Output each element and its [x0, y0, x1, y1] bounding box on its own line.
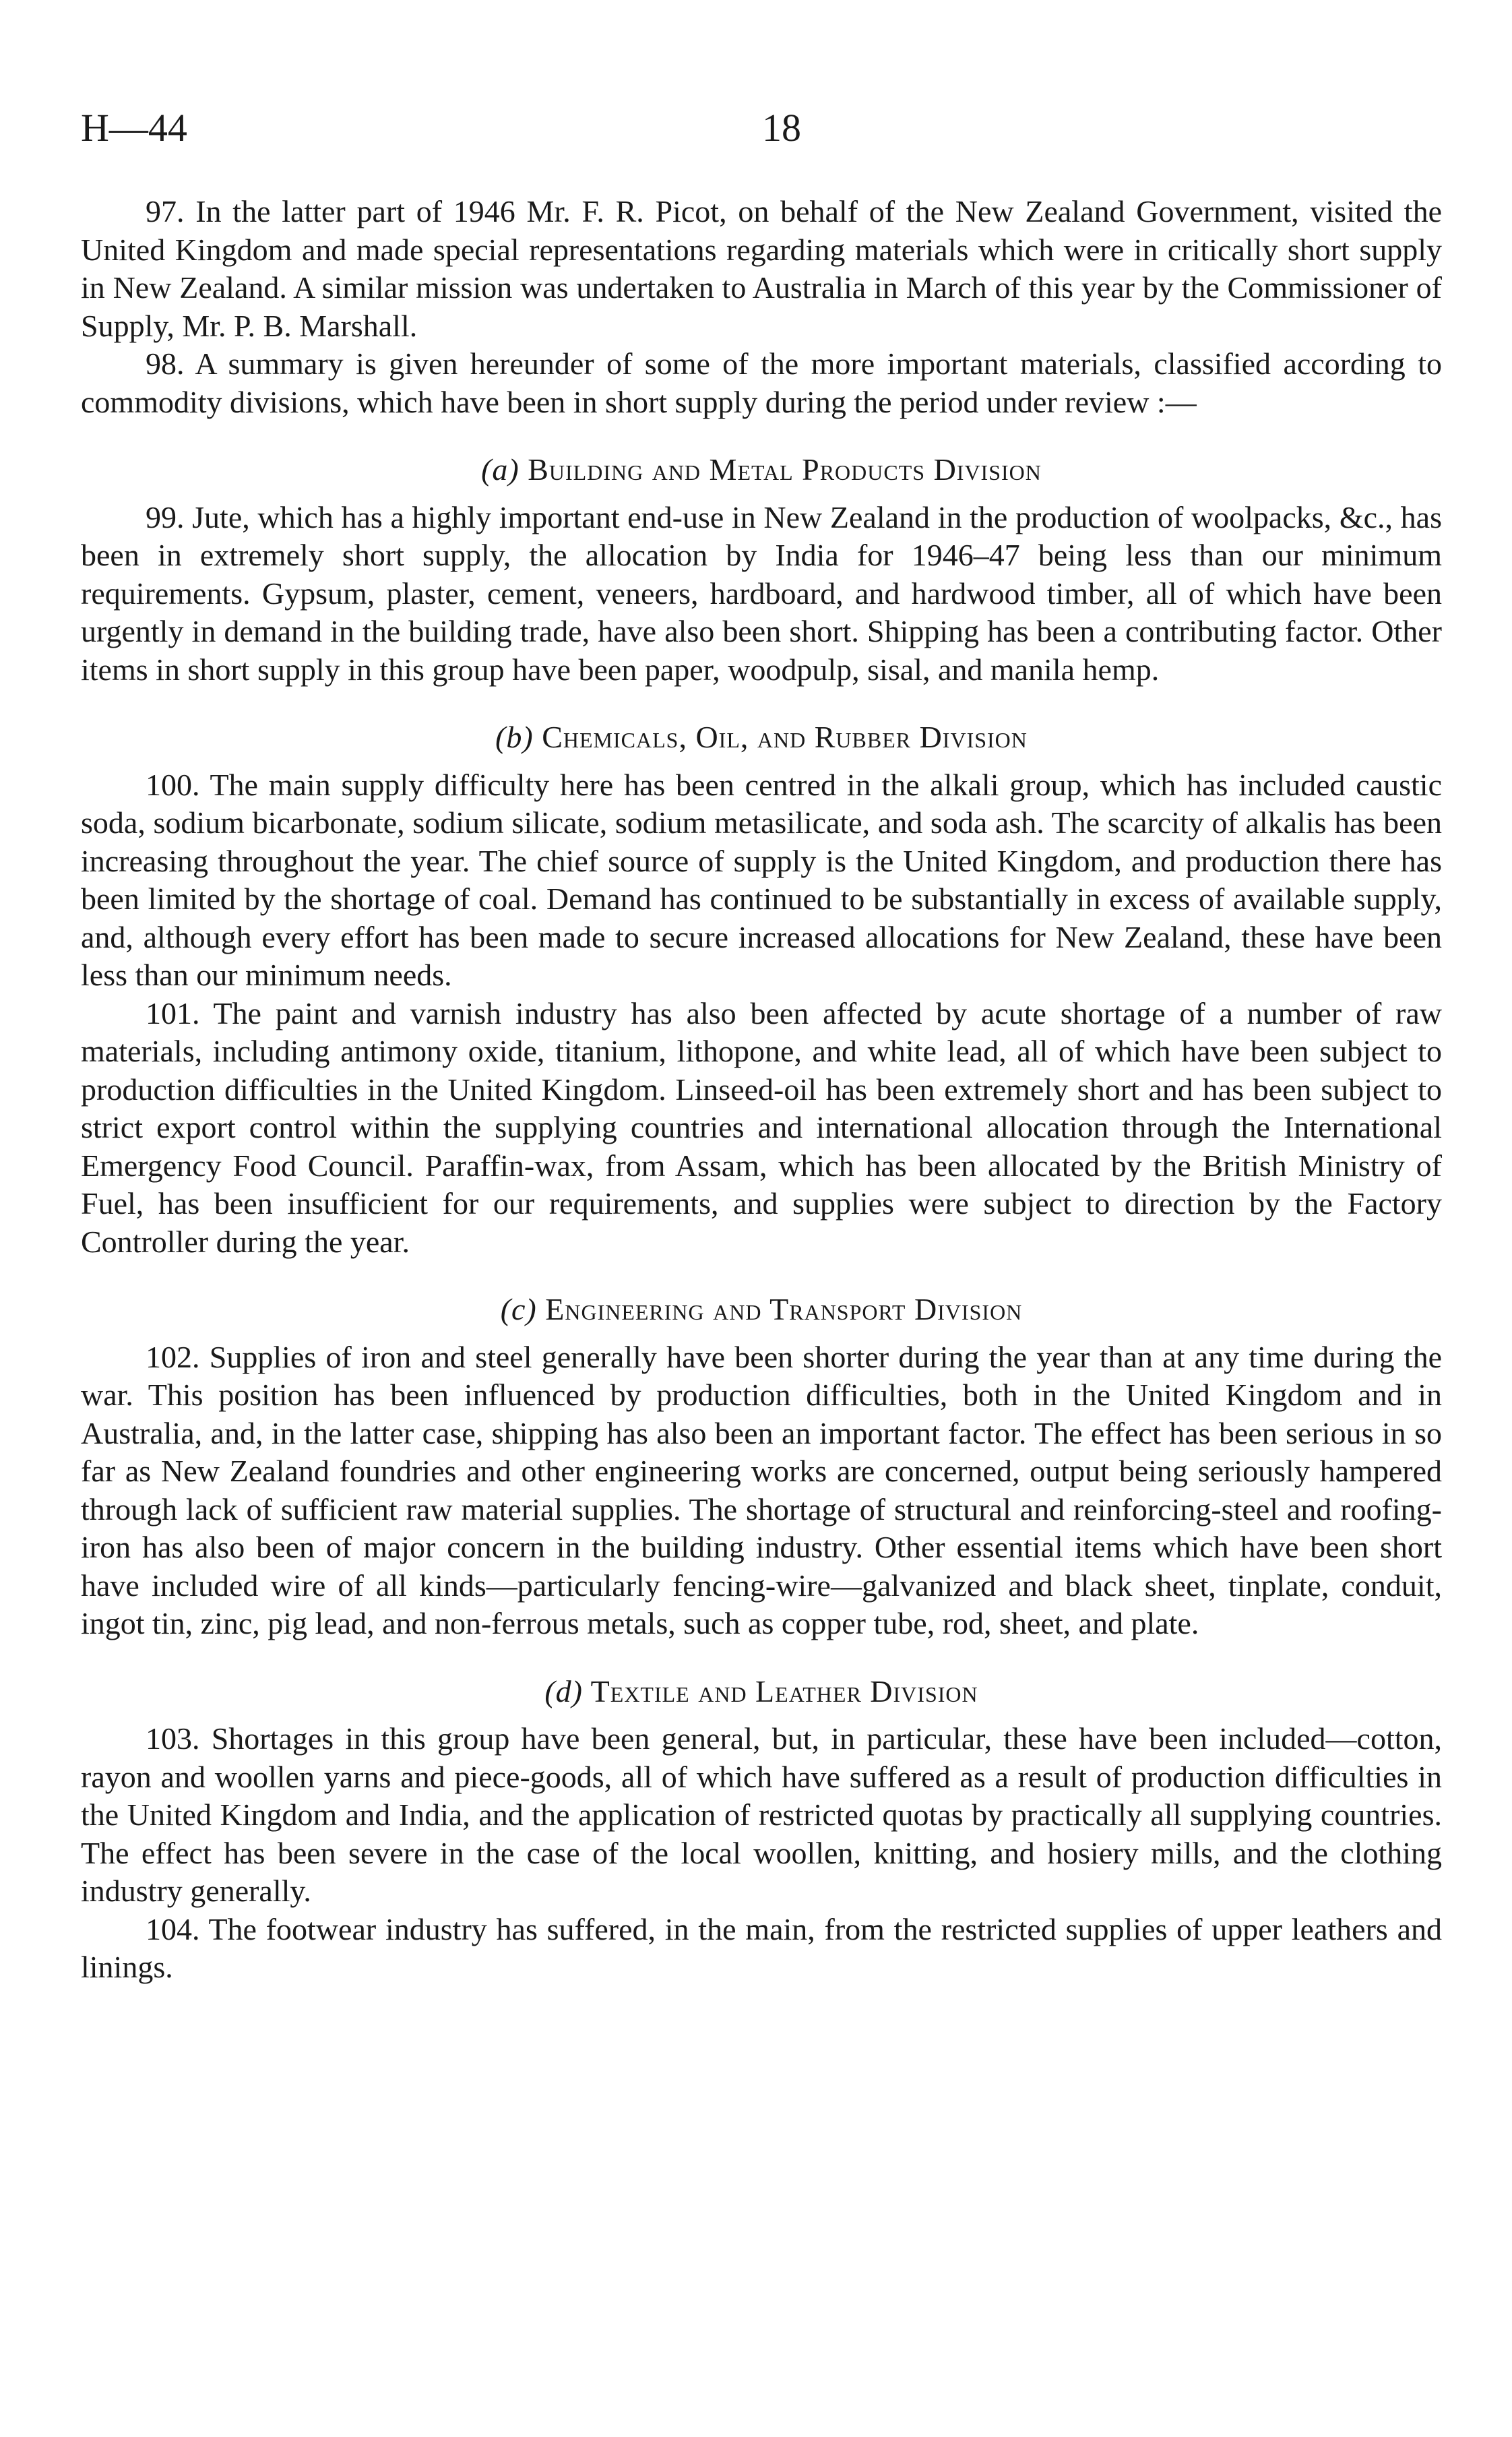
paragraph-100: 100. The main supply difficulty here has been centred in the alkali group, which has included caustic soda, sodium bicarbonate, sodium silicate, sodium metasilicate, and soda ash. The scarcity of alkalis has been increasing throughout the year. The chief source of supply is the United Kingdom, and production there has been limited by the shortage of coal. Demand has continued to be substantially in excess of available supply, and, although every effort has been made to secure increased allocations for New Zealand, these have been less than our minimum needs.: [81, 767, 1442, 992]
paragraph-103: 103. Shortages in this group have been general, but, in particular, these have been included—cotton, rayon and woollen yarns and piece-goods, all of which have suffered as a result of production difficulties in the United Kingdom and India, and the application of restricted quotas by practically all supplying countries. The effect has been severe in the case of the local woollen, knitting, and hosiery mills, and the clothing industry generally.: [81, 1721, 1442, 1908]
section-title-c: Engineering and Transport Division: [545, 1292, 1023, 1326]
paragraph-101: 101. The paint and varnish industry has also been affected by acute shortage of a number of raw materials, including antimony oxide, titanium, lithopone, and white lead, all of which have been subject to production difficulties in the United Kingdom. Linseed-oil has been extremely short and has been subject to strict export control within the supplying countries and international allocation through the International Emergency Food Council. Paraffin-wax, from Assam, which has been allocated by the British Ministry of Fuel, has been insufficient for our requirements, and supplies were subject to direction by the Factory Controller during the year.: [81, 995, 1442, 1259]
section-heading-d: [81, 1673, 1442, 1711]
document-body: [81, 193, 1442, 1987]
section-letter-d: (d): [544, 1673, 583, 1708]
section-title-a: Building and Metal Products Division: [528, 452, 1042, 487]
paragraph-99: 99. Jute, which has a highly important end-use in New Zealand in the production of woolpacks, &c., has been in extremely short supply, the allocation by India for 1946–47 being less than our minimum requirements. Gypsum, plaster, cement, veneers, hardboard, and hardwood timber, all of which have been urgently in demand in the building trade, have also been short. Shipping has been a contributing factor. Other items in short supply in this group have been paper, woodpulp, sisal, and manila hemp.: [81, 499, 1442, 687]
page-header: [0, 101, 1512, 155]
section-title-b: Chemicals, Oil, and Rubber Division: [542, 720, 1028, 754]
section-heading-b: [81, 718, 1442, 757]
paragraph-104: 104. The footwear industry has suffered, in the main, from the restricted supplies of upper leathers and linings.: [81, 1911, 1442, 1984]
page-number: 18: [762, 106, 801, 150]
paragraph-97: 97. In the latter part of 1946 Mr. F. R. Picot, on behalf of the New Zealand Government, visited the United Kingdom and made special representations regarding materials which were in critically short supply in New Zealand. A similar mission was undertaken to Australia in March of this year by the Commissioner of Supply, Mr. P. B. Marshall.: [81, 194, 1442, 343]
section-letter-c: (c): [500, 1292, 537, 1326]
section-letter-b: (b): [495, 720, 534, 754]
section-title-d: Textile and Leather Division: [590, 1673, 978, 1708]
section-heading-a: [81, 451, 1442, 489]
paragraph-102: 102. Supplies of iron and steel generally have been shorter during the year than at any time during the war. This position has been influenced by production difficulties, both in the United Kingdom and in Australia, and, in the latter case, shipping has also been an important factor. The effect has been serious in so far as New Zealand foundries and other engineering works are concerned, output being seriously hampered through lack of sufficient raw material supplies. The shortage of structural and reinforcing-steel and roofing-iron has also been of major concern in the building industry. Other essential items which have been short have included wire of all kinds—particularly fencing-wire—galvanized and black sheet, tinplate, conduit, ingot tin, zinc, pig lead, and non-ferrous metals, such as copper tube, rod, sheet, and plate.: [81, 1339, 1442, 1640]
paragraph-98: 98. A summary is given hereunder of some of the more important materials, classified according to commodity divisions, which have been in short supply during the period under review :—: [81, 346, 1442, 419]
section-heading-c: [81, 1291, 1442, 1329]
document-code: H—44: [81, 106, 187, 150]
section-letter-a: (a): [481, 452, 519, 487]
